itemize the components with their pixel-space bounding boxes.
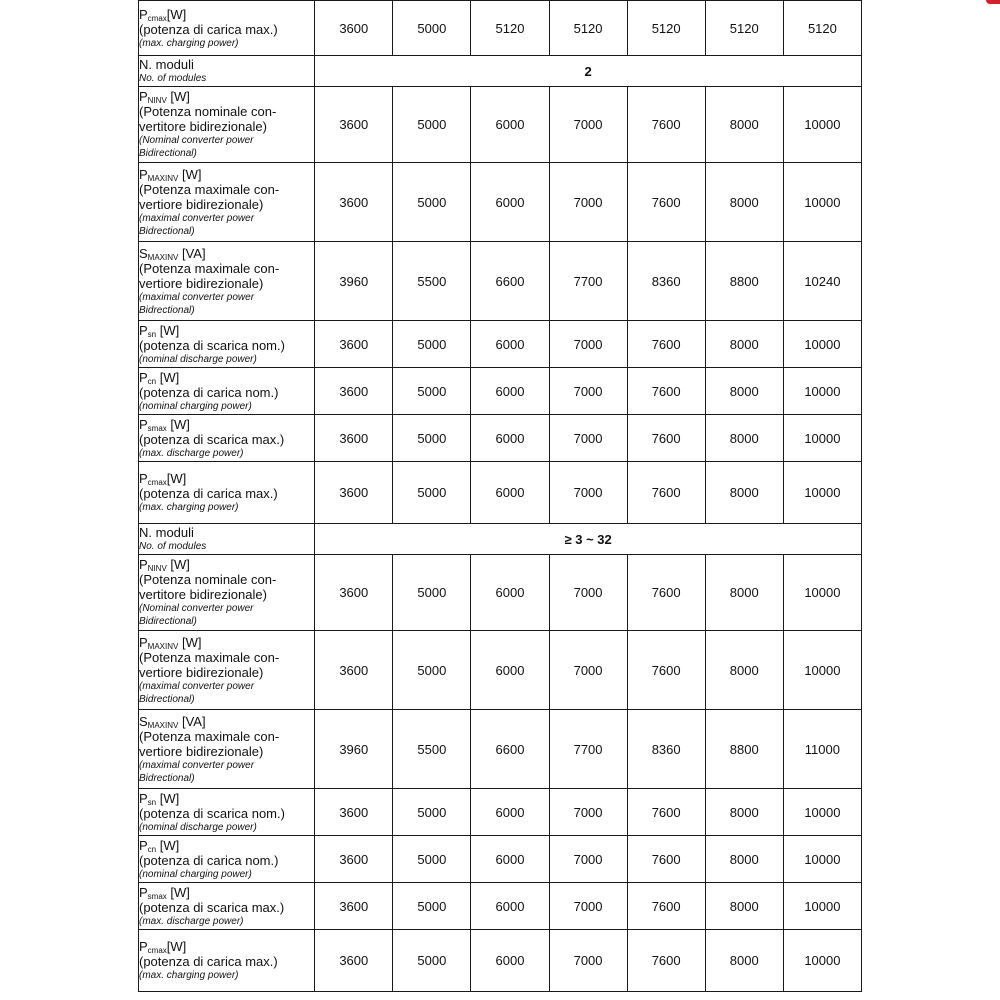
value-cell: 7600 [627,163,705,242]
modules-count: 2 [315,56,862,87]
value-cell: 5500 [393,242,471,321]
value-cell: 10000 [783,789,861,836]
spec-row [139,836,862,883]
value-cell: 7700 [549,710,627,789]
value-cell: 7000 [549,555,627,631]
value-cell: 6000 [471,789,549,836]
row-label: $P_{smax}$ [W] (potenza di scarica max.) (max. discharge power) [139,883,315,930]
row-label: $P_{cmax}[W]$ (potenza di carica max.) (max. charging power) [139,930,315,992]
value-cell: 7000 [549,415,627,462]
value-cell: 7000 [549,883,627,930]
value-cell: 6000 [471,555,549,631]
value-cell: 3600 [315,368,393,415]
value-cell: 5500 [393,710,471,789]
value-cell: 8000 [705,368,783,415]
value-cell: 10000 [783,87,861,163]
value-cell: 7000 [549,836,627,883]
value-cell: 8000 [705,789,783,836]
row-label: $P_{cmax}[W]$ (potenza di carica max.) (max. charging power) [139,1,315,56]
value-cell: 7700 [549,242,627,321]
value-cell: 10000 [783,462,861,524]
row-label: $P_{NINV}$ [W] (Potenza nominale con- vertitore bidirezionale) (Nominal converter power Bidirectional) [139,87,315,163]
row-label: $P_{NINV}$ [W] (Potenza nominale con- vertitore bidirezionale) (Nominal converter power Bidirectional) [139,555,315,631]
value-cell: 10000 [783,836,861,883]
corner-accent-mark [986,0,1000,4]
value-cell: 10000 [783,415,861,462]
value-cell: 5120 [705,1,783,56]
value-cell: 8360 [627,242,705,321]
value-cell: 10000 [783,321,861,368]
value-cell: 5000 [393,163,471,242]
value-cell: 8000 [705,836,783,883]
spec-row [139,368,862,415]
value-cell: 7600 [627,368,705,415]
row-label: $P_{smax}$ [W] (potenza di scarica max.) (max. discharge power) [139,415,315,462]
value-cell: 7600 [627,883,705,930]
value-cell: 3600 [315,883,393,930]
value-cell: 7000 [549,163,627,242]
value-cell: 6000 [471,462,549,524]
value-cell: 6600 [471,710,549,789]
value-cell: 10240 [783,242,861,321]
value-cell: 5120 [471,1,549,56]
value-cell: 7000 [549,87,627,163]
value-cell: 3600 [315,462,393,524]
row-label: $S_{MAXINV}$ [VA] (Potenza maximale con- vertiore bidirezionale) (maximal converter power Bidrectional) [139,242,315,321]
value-cell: 3600 [315,789,393,836]
row-label: $P_{cn}$ [W] (potenza di carica nom.) (nominal charging power) [139,836,315,883]
value-cell: 8800 [705,242,783,321]
value-cell: 7600 [627,789,705,836]
value-cell: 8000 [705,883,783,930]
spec-row [139,415,862,462]
value-cell: 5120 [627,1,705,56]
value-cell: 5120 [549,1,627,56]
modules-label: N. moduli No. of modules [139,56,315,87]
value-cell: 7000 [549,368,627,415]
value-cell: 7600 [627,415,705,462]
value-cell: 8000 [705,930,783,992]
power-spec-table [138,0,862,992]
spec-row [139,462,862,524]
spec-row [139,883,862,930]
spec-row [139,321,862,368]
row-label: $P_{cn}$ [W] (potenza di carica nom.) (nominal charging power) [139,368,315,415]
spec-row [139,242,862,321]
value-cell: 6000 [471,836,549,883]
value-cell: 8000 [705,415,783,462]
spec-row [139,163,862,242]
spec-row [139,930,862,992]
value-cell: 8000 [705,631,783,710]
value-cell: 7600 [627,321,705,368]
value-cell: 7600 [627,87,705,163]
spec-row [139,789,862,836]
spec-row [139,631,862,710]
value-cell: 8000 [705,462,783,524]
value-cell: 8000 [705,555,783,631]
value-cell: 7000 [549,631,627,710]
value-cell: 5120 [783,1,861,56]
value-cell: 5000 [393,321,471,368]
value-cell: 11000 [783,710,861,789]
value-cell: 5000 [393,368,471,415]
value-cell: 6600 [471,242,549,321]
value-cell: 3600 [315,555,393,631]
value-cell: 7600 [627,631,705,710]
value-cell: 3600 [315,631,393,710]
value-cell: 10000 [783,163,861,242]
value-cell: 7000 [549,789,627,836]
value-cell: 3600 [315,1,393,56]
value-cell: 7000 [549,930,627,992]
value-cell: 7000 [549,321,627,368]
value-cell: 10000 [783,555,861,631]
value-cell: 7600 [627,930,705,992]
row-label: $P_{MAXINV}$ [W] (Potenza maximale con- vertiore bidirezionale) (maximal converter power Bidrectional) [139,163,315,242]
value-cell: 3600 [315,836,393,883]
spec-row [139,555,862,631]
value-cell: 3960 [315,242,393,321]
value-cell: 6000 [471,87,549,163]
value-cell: 5000 [393,836,471,883]
value-cell: 5000 [393,883,471,930]
value-cell: 6000 [471,883,549,930]
value-cell: 7000 [549,462,627,524]
value-cell: 6000 [471,321,549,368]
value-cell: 3960 [315,710,393,789]
value-cell: 8000 [705,321,783,368]
value-cell: 6000 [471,368,549,415]
value-cell: 5000 [393,930,471,992]
value-cell: 8000 [705,163,783,242]
value-cell: 3600 [315,87,393,163]
value-cell: 6000 [471,930,549,992]
value-cell: 3600 [315,415,393,462]
value-cell: 5000 [393,415,471,462]
modules-count: ≥ 3 ~ 32 [315,524,862,555]
value-cell: 5000 [393,462,471,524]
value-cell: 8800 [705,710,783,789]
spec-row [139,87,862,163]
value-cell: 10000 [783,930,861,992]
value-cell: 5000 [393,1,471,56]
row-label: $P_{MAXINV}$ [W] (Potenza maximale con- vertiore bidirezionale) (maximal converter power Bidrectional) [139,631,315,710]
value-cell: 10000 [783,883,861,930]
value-cell: 3600 [315,163,393,242]
value-cell: 10000 [783,631,861,710]
value-cell: 10000 [783,368,861,415]
value-cell: 8360 [627,710,705,789]
row-label: $P_{sn}$ [W] (potenza di scarica nom.) (nominal discharge power) [139,789,315,836]
value-cell: 6000 [471,415,549,462]
value-cell: 6000 [471,631,549,710]
value-cell: 3600 [315,930,393,992]
row-label: $S_{MAXINV}$ [VA] (Potenza maximale con- vertiore bidirezionale) (maximal converter power Bidrectional) [139,710,315,789]
modules-header-row [139,56,862,87]
spec-row [139,1,862,56]
value-cell: 8000 [705,87,783,163]
row-label: $P_{sn}$ [W] (potenza di scarica nom.) (nominal discharge power) [139,321,315,368]
value-cell: 7600 [627,555,705,631]
value-cell: 7600 [627,462,705,524]
modules-label: N. moduli No. of modules [139,524,315,555]
value-cell: 7600 [627,836,705,883]
row-label: $P_{cmax}[W]$ (potenza di carica max.) (max. charging power) [139,462,315,524]
modules-header-row [139,524,862,555]
value-cell: 5000 [393,631,471,710]
value-cell: 5000 [393,789,471,836]
value-cell: 6000 [471,163,549,242]
value-cell: 5000 [393,87,471,163]
value-cell: 3600 [315,321,393,368]
value-cell: 5000 [393,555,471,631]
spec-row [139,710,862,789]
